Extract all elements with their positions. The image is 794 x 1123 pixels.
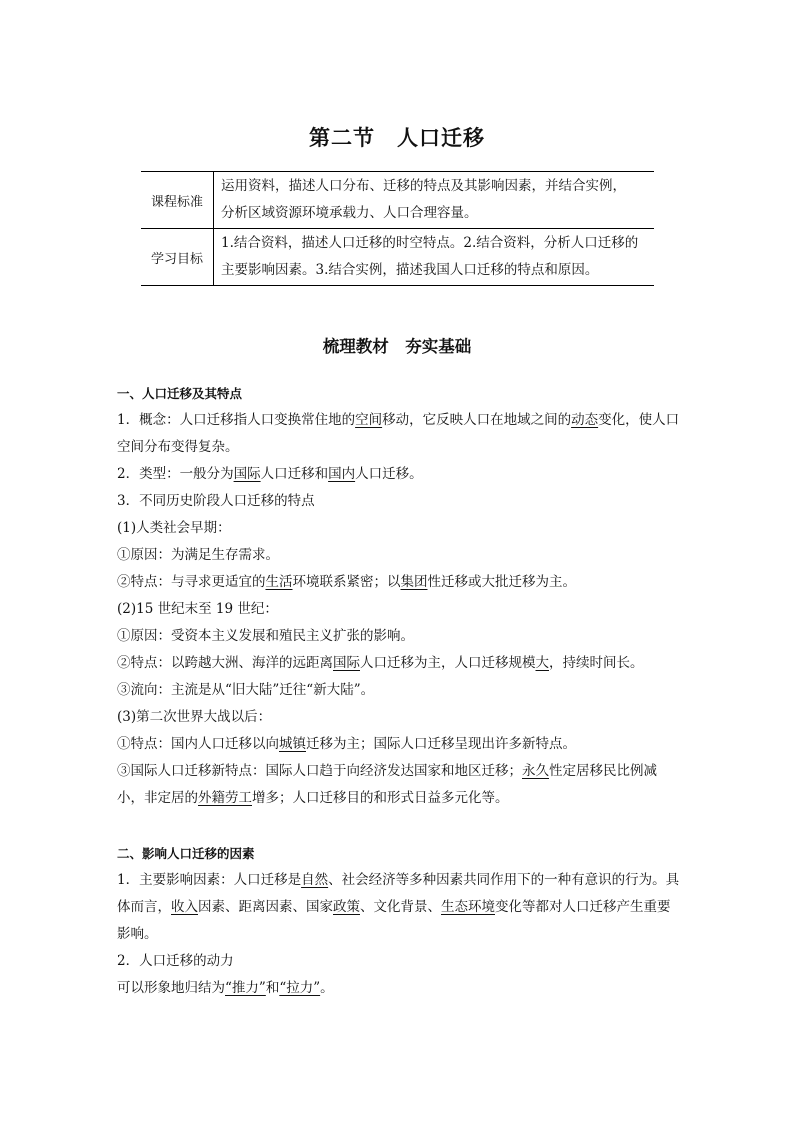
row-content — [214, 229, 655, 286]
row-line: 分析区域资源环境承载力、人口合理容量。 — [221, 205, 478, 221]
c15-heading: (2)15 世纪末至 19 世纪： — [117, 601, 278, 617]
types-paragraph: 2．类型：一般分为国际人口迁移和国内人口迁移。 — [117, 466, 423, 482]
ww2-intl-features: ③国际人口迁移新特点：国际人口趋于向经济发达国家和地区迁移；永久性定居移民比例减小，非定居的外籍劳工增多；人口迁移目的和形式日益多元化等。 — [117, 763, 657, 806]
c15-feature: ②特点：以跨越大洲、海洋的远距离国际人口迁移为主，人口迁移规模大，持续时间长。 — [117, 655, 644, 671]
row-line: 1.结合资料，描述人口迁移的时空特点。2.结合资料，分析人口迁移的 — [221, 235, 639, 251]
concept-paragraph: 1．概念：人口迁移指人口变换常住地的空间移动，它反映人口在地域之间的动态变化，使人口空间分布变得复杂。 — [117, 412, 680, 455]
part1-content — [117, 380, 683, 812]
part1-heading: 一、人口迁移及其特点 — [117, 386, 243, 401]
curriculum-standards-table — [141, 171, 654, 286]
table-row — [141, 172, 654, 229]
force-paragraph: 可以形象地归结为“推力”和“拉力”。 — [117, 980, 334, 996]
c15-flow: ③流向：主流是从“旧大陆”迁往“新大陆”。 — [117, 682, 375, 698]
row-line: 运用资料，描述人口分布、迁移的特点及其影响因素，并结合实例， — [221, 178, 626, 194]
row-line: 主要影响因素。3.结合实例，描述我国人口迁移的特点和原因。 — [221, 262, 599, 278]
force-heading: 2．人口迁移的动力 — [117, 953, 234, 969]
stages-heading: 3．不同历史阶段人口迁移的特点 — [117, 493, 315, 509]
early-feature: ②特点：与寻求更适宜的生活环境联系紧密；以集团性迁移或大批迁移为主。 — [117, 574, 576, 590]
early-heading: (1)人类社会早期： — [117, 520, 231, 536]
row-label: 课程标准 — [141, 172, 214, 229]
factors-paragraph: 1．主要影响因素：人口迁移是自然、社会经济等多种因素共同作用下的一种有意识的行为。具体而言，收入因素、距离因素、国家政策、文化背景、生态环境变化等都对人口迁移产生重要影响。 — [117, 872, 680, 942]
section-title: 梳理教材 夯实基础 — [322, 337, 472, 356]
part2-heading: 二、影响人口迁移的因素 — [117, 846, 255, 861]
early-reason: ①原因：为满足生存需求。 — [117, 547, 279, 563]
page-title: 第二节 人口迁移 — [309, 126, 485, 150]
table-row — [141, 229, 654, 286]
row-label: 学习目标 — [141, 229, 214, 286]
ww2-feature: ①特点：国内人口迁移以向城镇迁移为主；国际人口迁移呈现出许多新特点。 — [117, 736, 576, 752]
c15-reason: ①原因：受资本主义发展和殖民主义扩张的影响。 — [117, 628, 414, 644]
part2-content — [117, 840, 683, 1002]
ww2-heading: (3)第二次世界大战以后： — [117, 709, 272, 725]
row-content — [214, 172, 655, 229]
